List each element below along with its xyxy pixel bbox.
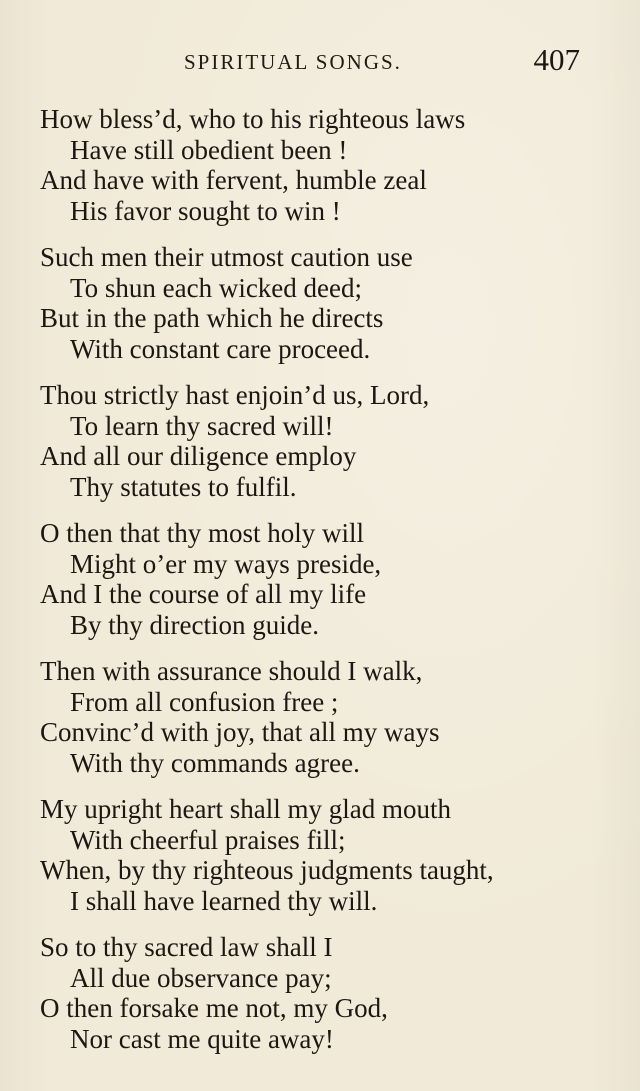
stanza-6-line-4: I shall have learned thy will. bbox=[70, 885, 378, 916]
stanza-4-line-3: And I the course of all my life bbox=[40, 579, 367, 609]
stanza-6-line-3: When, by thy righteous judgments taught, bbox=[40, 855, 494, 885]
stanza-5-line-1: Then with assurance should I walk, bbox=[40, 656, 423, 686]
page-header bbox=[0, 42, 640, 82]
stanza-5 bbox=[40, 656, 610, 778]
stanza-3-line-2: To learn thy sacred will! bbox=[70, 410, 334, 441]
stanza-5-line-4: With thy commands agree. bbox=[70, 747, 360, 778]
stanza-5-line-2: From all confusion free ; bbox=[70, 686, 339, 717]
stanza-7 bbox=[40, 932, 610, 1054]
stanza-2-line-1: Such men their utmost caution use bbox=[40, 242, 413, 272]
stanza-3-line-1: Thou strictly hast enjoin’d us, Lord, bbox=[40, 380, 430, 410]
stanza-1-line-2: Have still obedient been ! bbox=[70, 134, 348, 165]
stanza-7-line-2: All due observance pay; bbox=[70, 962, 332, 993]
stanza-4-line-4: By thy direction guide. bbox=[70, 609, 319, 640]
stanza-6-line-1: My upright heart shall my glad mouth bbox=[40, 794, 451, 824]
stanza-3-line-3: And all our diligence employ bbox=[40, 441, 357, 471]
hymn-text bbox=[40, 104, 610, 1070]
stanza-2 bbox=[40, 242, 610, 364]
stanza-1 bbox=[40, 104, 610, 226]
stanza-5-line-3: Convinc’d with joy, that all my ways bbox=[40, 717, 440, 747]
stanza-6 bbox=[40, 794, 610, 916]
stanza-4-line-2: Might o’er my ways preside, bbox=[70, 548, 382, 579]
page-number: 407 bbox=[533, 42, 580, 77]
stanza-2-line-4: With constant care proceed. bbox=[70, 333, 371, 364]
stanza-7-line-1: So to thy sacred law shall I bbox=[40, 932, 333, 962]
stanza-1-line-3: And have with fervent, humble zeal bbox=[40, 165, 427, 195]
stanza-2-line-3: But in the path which he directs bbox=[40, 303, 384, 333]
stanza-1-line-1: How bless’d, who to his righteous laws bbox=[40, 104, 466, 134]
stanza-4 bbox=[40, 518, 610, 640]
stanza-6-line-2: With cheerful praises fill; bbox=[70, 824, 346, 855]
stanza-4-line-1: O then that thy most holy will bbox=[40, 518, 364, 548]
stanza-7-line-4: Nor cast me quite away! bbox=[70, 1023, 334, 1054]
stanza-2-line-2: To shun each wicked deed; bbox=[70, 272, 363, 303]
stanza-3-line-4: Thy statutes to fulfil. bbox=[70, 471, 297, 502]
stanza-1-line-4: His favor sought to win ! bbox=[70, 195, 341, 226]
running-head: SPIRITUAL SONGS. bbox=[184, 50, 402, 74]
stanza-3 bbox=[40, 380, 610, 502]
stanza-7-line-3: O then forsake me not, my God, bbox=[40, 993, 388, 1023]
